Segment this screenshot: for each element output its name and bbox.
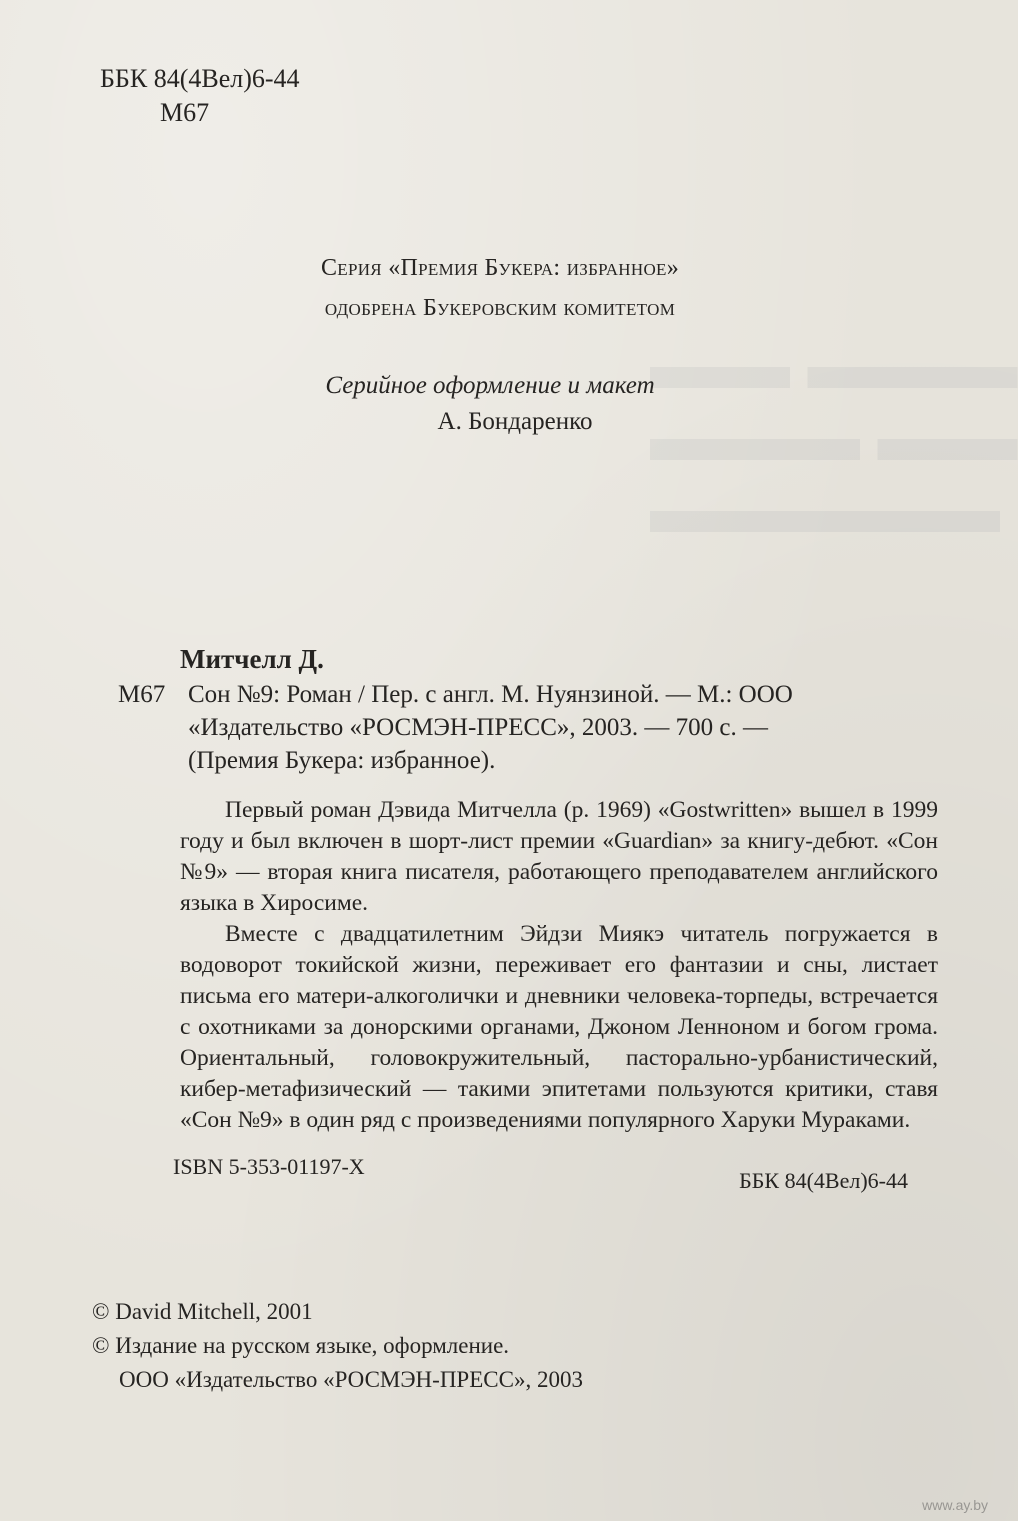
bbk-code: ББК 84(4Вел)6-44 xyxy=(100,64,300,93)
designer-name: А. Бондаренко xyxy=(437,408,593,435)
copyright-line: ООО «Издательство «РОСМЭН-ПРЕСС», 2003 xyxy=(119,1367,583,1392)
series-line-2: одобрена Букеровским комитетом xyxy=(324,295,676,321)
author-mark-code: М67 xyxy=(160,98,210,127)
bib-line: «Издательство «РОСМЭН-ПРЕСС», 2003. — 700 с. — xyxy=(188,714,768,741)
copyright-block xyxy=(92,1295,583,1397)
bibliographic-description xyxy=(118,678,938,777)
copyright-line: © Издание на русском языке, оформление. xyxy=(92,1333,510,1358)
site-watermark: www.ay.by xyxy=(922,1497,988,1513)
bib-line: Сон №9: Роман / Пер. с англ. М. Нуянзиной. — М.: ООО xyxy=(188,681,793,708)
series-line-1: Серия «Премия Букера: избранное» xyxy=(320,255,680,281)
bbk-classification-bottom: ББК 84(4Вел)6-44 xyxy=(739,1168,908,1193)
show-through-text: ▬▬ ▬▬▬ ▬▬▬ ▬▬ ▬▬▬▬▬ xyxy=(650,327,1018,548)
design-role: Серийное оформление и макет xyxy=(325,372,655,399)
annotation-paragraph: Вместе с двадцатилетним Эйдзи Миякэ читатель погружается в водоворот токийской жизни, переживает его фантазии и сны, листает письма его матери-алкоголички и дневники человека-торпеды, встречается с охотниками за донорскими органами, Джоном Ленноном и богом грома. Ориентальный, головокружительный, пасторально-урбанистический, кибер-метафизический — такими эпитетами пользуются критики, ставя «Сон №9» в один ряд с произведениями популярного Харуки Мураками. xyxy=(180,921,938,1133)
annotation xyxy=(118,795,938,1136)
annotation-paragraph: Первый роман Дэвида Митчелла (р. 1969) «Gostwritten» вышел в 1999 году и был включен в шорт-лист премии «Guardian» за книгу-дебют. «Сон №9» — вторая книга писателя, работающего преподавателем английского языка в Хиросиме. xyxy=(180,797,938,916)
copyright-line: © David Mitchell, 2001 xyxy=(92,1299,313,1324)
author-heading: Митчелл Д. xyxy=(180,644,324,674)
bib-line: (Премия Букера: избранное). xyxy=(188,747,496,774)
design-credit xyxy=(0,368,1000,440)
isbn-row xyxy=(118,1152,938,1196)
catalog-card xyxy=(118,640,938,1196)
catalog-code: М67 xyxy=(118,681,166,708)
bbk-classification-top xyxy=(100,62,300,130)
series-statement xyxy=(0,248,1000,328)
isbn: ISBN 5-353-01197-X xyxy=(173,1154,365,1179)
